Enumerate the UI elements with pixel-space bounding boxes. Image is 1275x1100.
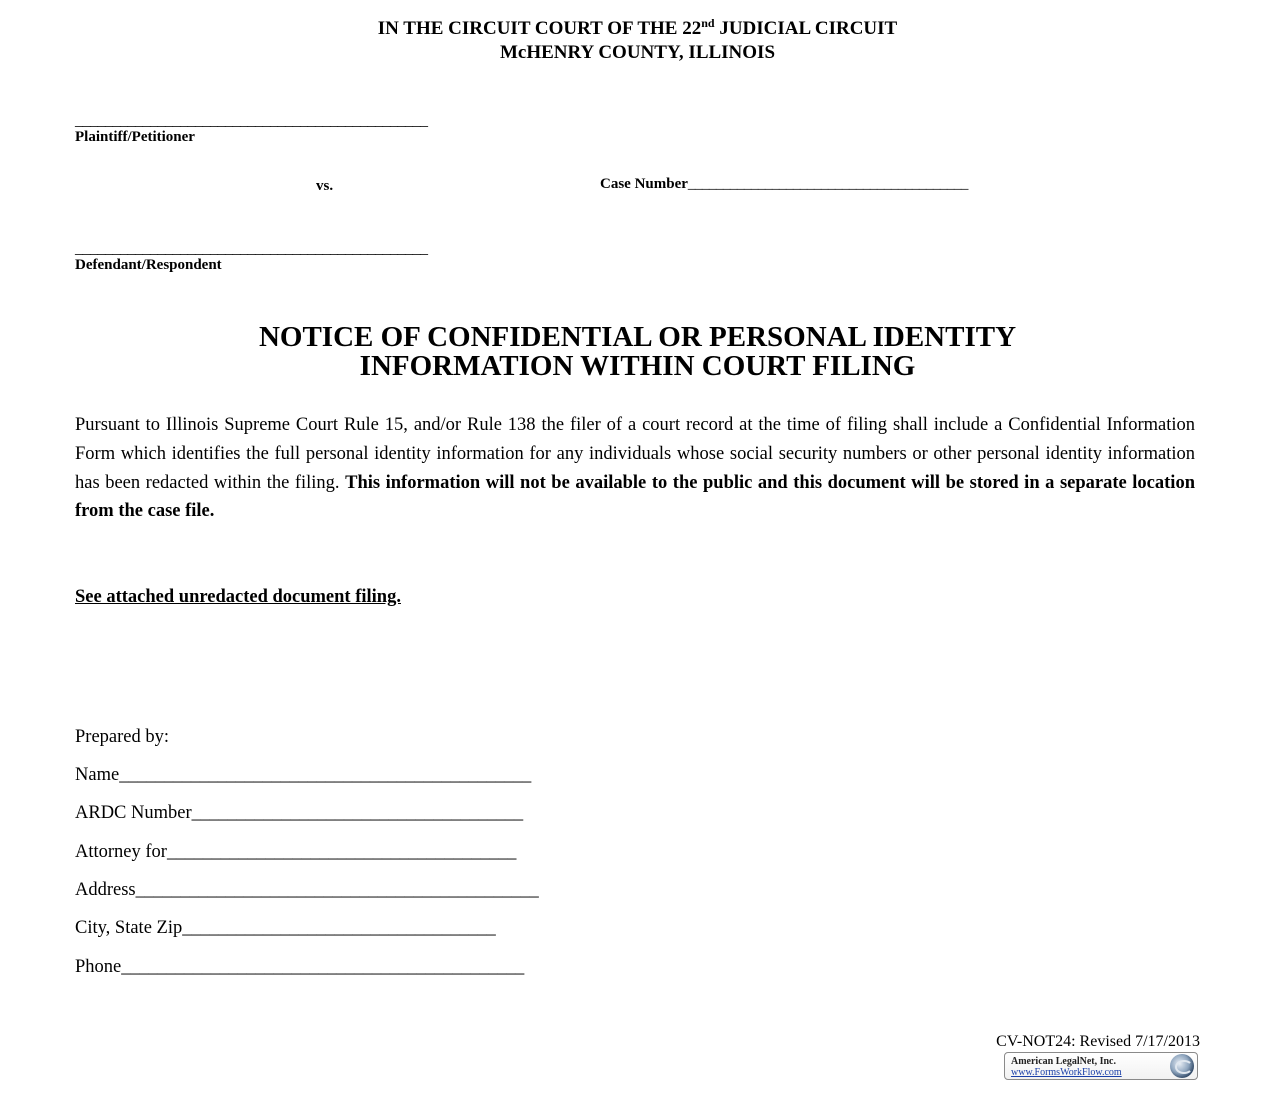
defendant-field[interactable] xyxy=(75,240,428,258)
vs-label: vs. xyxy=(316,178,334,194)
notice-paragraph-bold: This information will not be available to the public and this document will be stored in a separate location from the case file. xyxy=(75,472,1195,522)
phone-field[interactable] xyxy=(75,957,524,978)
document-title-line1: NOTICE OF CONFIDENTIAL OR PERSONAL IDENTITY xyxy=(258,321,1017,353)
case-number-label: Case Number xyxy=(600,176,688,192)
phone-label: Phone xyxy=(75,957,122,977)
city-state-zip-blank-line[interactable]: ___________________________________ xyxy=(182,918,496,938)
address-label: Address xyxy=(75,880,136,900)
attorney-for-blank-line[interactable]: _______________________________________ xyxy=(166,842,517,862)
attorney-for-label: Attorney for xyxy=(75,842,167,862)
ordinal-superscript: nd xyxy=(701,16,715,30)
notice-paragraph xyxy=(75,411,1195,526)
see-attached-note: See attached unredacted document filing. xyxy=(75,587,401,607)
court-header-line1 xyxy=(0,17,1275,41)
city-state-zip-field[interactable] xyxy=(75,918,496,939)
ardc-number-blank-line[interactable]: _____________________________________ xyxy=(191,803,523,823)
badge-url-link[interactable]: www.FormsWorkFlow.com xyxy=(1011,1067,1122,1078)
ardc-number-field[interactable] xyxy=(75,803,523,824)
plaintiff-label: Plaintiff/Petitioner xyxy=(75,129,195,145)
badge-company-name: American LegalNet, Inc. xyxy=(1011,1056,1116,1067)
globe-logo-icon xyxy=(1170,1054,1194,1078)
city-state-zip-label: City, State Zip xyxy=(75,918,183,938)
document-title-line2: INFORMATION WITHIN COURT FILING xyxy=(359,350,916,382)
american-legalnet-badge[interactable] xyxy=(1004,1052,1198,1080)
address-blank-line[interactable]: _____________________________________________ xyxy=(135,880,539,900)
address-field[interactable] xyxy=(75,880,538,901)
circuit-text: JUDICIAL CIRCUIT xyxy=(714,18,898,39)
ardc-number-label: ARDC Number xyxy=(75,803,192,823)
plaintiff-blank-line[interactable]: _______________________________________________ xyxy=(75,112,428,129)
case-number-field[interactable] xyxy=(600,176,968,193)
notice-paragraph-text: Pursuant to Illinois Supreme Court Rule 15, and/or Rule 138 the filer of a court record at the time of filing shall include a Confidential Information Form which identifies the full personal identity information for any individuals whose social security numbers or other personal identity information has been redacted within the filing. xyxy=(75,415,1195,493)
phone-blank-line[interactable]: _____________________________________________ xyxy=(121,957,525,977)
plaintiff-field[interactable] xyxy=(75,112,428,130)
attorney-for-field[interactable] xyxy=(75,842,516,863)
name-blank-line[interactable]: ______________________________________________ xyxy=(119,765,531,785)
form-revision-id: CV-NOT24: Revised 7/17/2013 xyxy=(996,1033,1200,1050)
defendant-blank-line[interactable]: _______________________________________________ xyxy=(75,240,428,257)
defendant-label: Defendant/Respondent xyxy=(75,257,222,273)
court-header-county: McHENRY COUNTY, ILLINOIS xyxy=(499,42,776,63)
name-field[interactable] xyxy=(75,765,531,786)
name-label: Name xyxy=(75,765,120,785)
prepared-by-heading: Prepared by: xyxy=(75,727,170,747)
case-number-blank-line[interactable]: ________________________________________ xyxy=(687,176,968,192)
court-name-text: IN THE CIRCUIT COURT OF THE 22 xyxy=(377,18,702,39)
